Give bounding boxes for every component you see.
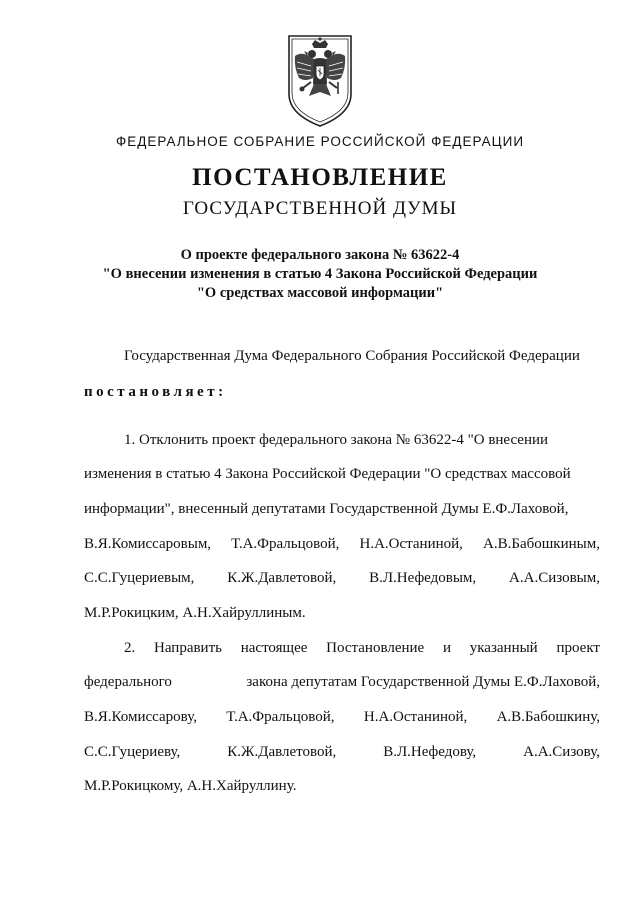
text-run: закона депутатам Государственной Думы Е.Ф.Лаховой, — [246, 674, 600, 690]
decree-word: постановляет: — [84, 384, 227, 400]
name-entry: С.С.Гуцериевым, — [84, 570, 195, 586]
text-run: проект — [556, 640, 600, 656]
name-entry: В.Л.Нефедову, — [383, 744, 477, 760]
text-run: федерального — [84, 674, 172, 690]
text-run: 2. — [124, 640, 136, 656]
document-title: ПОСТАНОВЛЕНИЕ — [192, 164, 448, 191]
item2-line — [124, 640, 600, 657]
item1-line: информации", внесенный депутатами Государственной Думы Е.Ф.Лаховой, — [84, 501, 569, 517]
subject-line: О проекте федерального закона № 63622-4 — [180, 247, 460, 263]
name-entry: В.Л.Нефедовым, — [369, 570, 477, 586]
text-run: и — [442, 640, 451, 656]
name-entry: Н.А.Останиной, — [363, 709, 468, 725]
name-entry: К.Ж.Давлетовой, — [227, 570, 337, 586]
name-entry: А.А.Сизовым, — [509, 570, 600, 586]
preamble-text: Государственная Дума Федерального Собрания Российской Федерации — [124, 348, 580, 364]
document-subtitle: ГОСУДАРСТВЕННОЙ ДУМЫ — [182, 198, 458, 219]
name-entry: А.В.Бабошкиным, — [483, 536, 600, 552]
item1-line — [84, 570, 600, 587]
item1-line: изменения в статью 4 Закона Российской Федерации "О средствах массовой — [84, 466, 571, 482]
organization-heading: ФЕДЕРАЛЬНОЕ СОБРАНИЕ РОССИЙСКОЙ ФЕДЕРАЦИИ — [115, 134, 525, 149]
name-entry: А.А.Сизову, — [523, 744, 600, 760]
name-entry: К.Ж.Давлетовой, — [227, 744, 337, 760]
item2-line — [84, 709, 600, 726]
text-run: настоящее — [240, 640, 308, 656]
name-entry: Н.А.Останиной, — [359, 536, 463, 552]
subject-line: "О внесении изменения в статью 4 Закона Российской Федерации — [102, 266, 538, 282]
item1-line: М.Р.Рокицким, А.Н.Хайруллиным. — [84, 605, 306, 621]
name-entry: В.Я.Комиссаровым, — [84, 536, 212, 552]
document-subject — [0, 246, 640, 303]
name-entry: В.Я.Комиссарову, — [84, 709, 197, 725]
text-run: указанный — [469, 640, 538, 656]
text-run: 1. Отклонить проект федерального закона № 63622-4 "О внесении — [124, 432, 549, 448]
item2-line: М.Р.Рокицкому, А.Н.Хайруллину. — [84, 778, 297, 794]
name-entry: Т.А.Фральцовой, — [231, 536, 340, 552]
text-run: Направить — [154, 640, 222, 656]
name-entry: А.В.Бабошкину, — [496, 709, 600, 725]
text-run: Постановление — [326, 640, 425, 656]
coat-of-arms-icon — [285, 32, 355, 130]
item1-line — [84, 536, 600, 553]
item2-line — [84, 744, 600, 761]
name-entry: Т.А.Фральцовой, — [226, 709, 335, 725]
subject-line: "О средствах массовой информации" — [196, 285, 444, 301]
item2-line — [84, 674, 600, 691]
name-entry: С.С.Гуцериеву, — [84, 744, 181, 760]
item1-line — [124, 432, 600, 449]
